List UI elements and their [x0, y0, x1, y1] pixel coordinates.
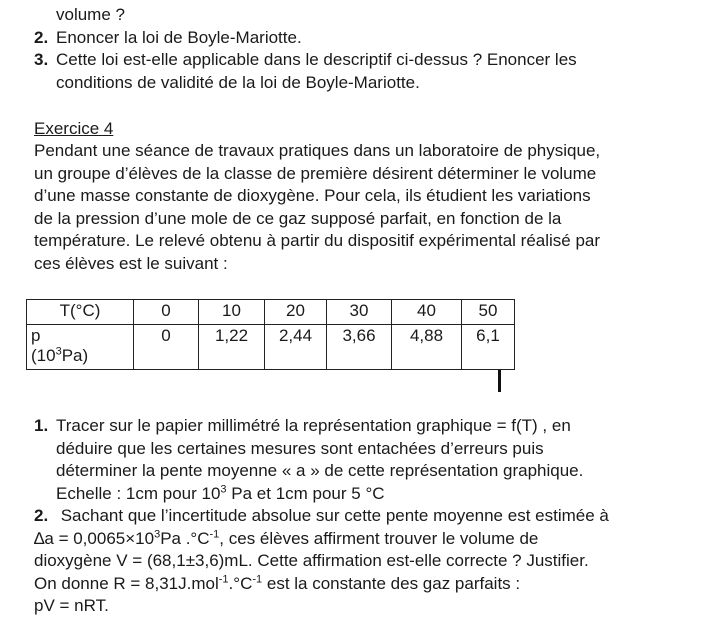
- item-number: 1.: [34, 416, 49, 435]
- item-number: 2.: [34, 28, 49, 47]
- q1-scale: Echelle : 1cm pour $10^3$ Pa et 1cm pour 5 °C: [56, 482, 385, 503]
- item-text-line2: conditions de validité de la loi de Boyle-Mariotte.: [56, 72, 420, 92]
- statement-line: Pendant une séance de travaux pratiques dans un laboratoire de physique,: [34, 141, 601, 160]
- item-number: 2.: [34, 506, 49, 525]
- pressure-unit: $(10^3Pa)$: [31, 345, 89, 365]
- statement-line: d’une masse constante de dioxygène. Pour cela, ils étudient les variations: [34, 186, 591, 205]
- table-cell: 3,66: [327, 325, 392, 370]
- statement-line: ces élèves est le suivant :: [34, 253, 228, 273]
- q1-line2: déduire que les certaines mesures sont entachées d’erreurs puis: [56, 438, 544, 458]
- question-1: [34, 415, 694, 505]
- q2-line2: $\Delta a = 0,0065\times 10^3Pa$ $.^\circ C^{-1}$, ces élèves affirment trouver le volume de: [34, 527, 539, 548]
- table-cell: 0: [134, 325, 199, 370]
- table-cell: 1,22: [199, 325, 265, 370]
- item-number: 3.: [34, 50, 49, 69]
- table-row: [27, 325, 515, 370]
- table-cell: 30: [327, 300, 392, 325]
- q1-line3: déterminer la pente moyenne « a » de cette représentation graphique.: [56, 461, 584, 480]
- table-cell: 0: [134, 300, 199, 325]
- statement-line: température. Le relevé obtenu à partir du dispositif expérimental réalisé par: [34, 231, 601, 250]
- measurements-table: [26, 299, 515, 370]
- row-header-pressure: [27, 325, 134, 370]
- table-cell: 20: [265, 300, 327, 325]
- question-item-3: [34, 49, 694, 94]
- text-cursor: [498, 370, 501, 392]
- q1-line1: Tracer sur le papier millimétré la représentation graphique = f(T) , en: [56, 416, 571, 435]
- statement-line: un groupe d’élèves de la classe de première désirent déterminer le volume: [34, 163, 597, 183]
- q2-line4: On donne $R = 8,31J.mol^{-1}.^\circ C^{-1}$ est la constante des gaz parfaits :: [34, 572, 521, 593]
- item-text-line1: Cette loi est-elle applicable dans le descriptif ci-dessus ? Enoncer les: [56, 50, 577, 69]
- question-item-2: [34, 27, 694, 50]
- pressure-symbol: p: [31, 326, 41, 345]
- table-cell: 50: [462, 300, 515, 325]
- previous-question-end: volume ?: [56, 5, 125, 24]
- table-cell: 10: [199, 300, 265, 325]
- question-2: [34, 505, 694, 618]
- table-row: [27, 300, 515, 325]
- table-cell: 40: [392, 300, 462, 325]
- table-cell: 2,44: [265, 325, 327, 370]
- statement-line: de la pression d’une mole de ce gaz supposé parfait, en fonction de la: [34, 208, 562, 228]
- exercise-statement: [34, 140, 689, 275]
- exercise-title: Exercice 4: [34, 119, 114, 138]
- table-cell: 4,88: [392, 325, 462, 370]
- table-cell: 6,1: [462, 325, 515, 370]
- q2-line3: dioxygène V = (68,1±3,6)mL. Cette affirmation est-elle correcte ? Justifier.: [34, 551, 589, 570]
- row-header-temperature: T(°C): [27, 300, 134, 325]
- q2-line1: Sachant que l’incertitude absolue sur cette pente moyenne est estimée à: [56, 506, 609, 525]
- ideal-gas-formula: pV = nRT.: [34, 596, 109, 615]
- item-text: Enoncer la loi de Boyle-Mariotte.: [56, 28, 302, 47]
